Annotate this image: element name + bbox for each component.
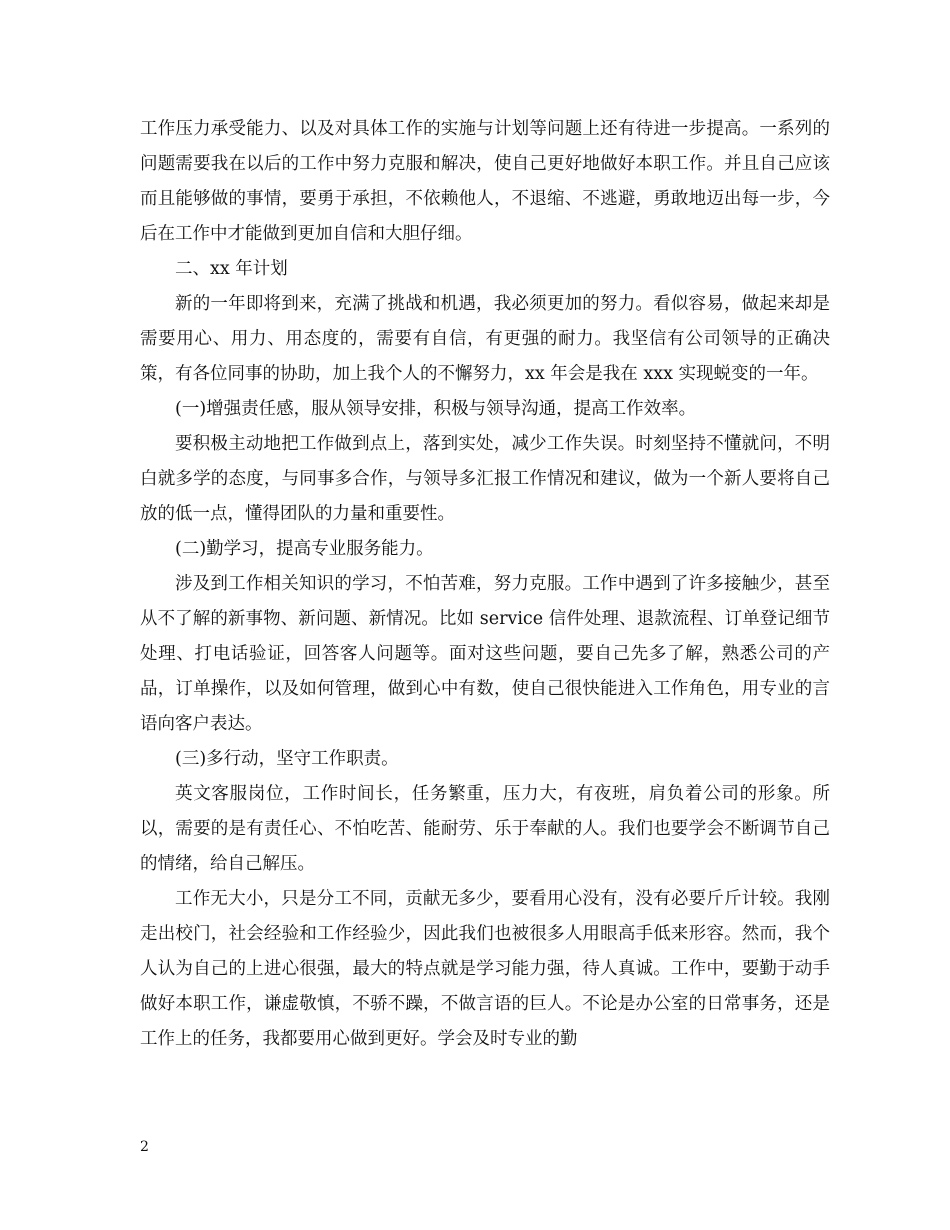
paragraph-7: 涉及到工作相关知识的学习，不怕苦难，努力克服。工作中遇到了许多接触少，甚至从不了解的新事物、新问题、新情况。比如 service 信件处理、退款流程、订单登记细节处理、打电话验证，回答客人问题等。面对这些问题，要自己先多了解，熟悉公司的产品，订单操作，以及如何管理，做到心中有数，使自己很快能进入工作角色，用专业的言语向客户表达。 [140, 574, 830, 734]
subheading-4: (一)增强责任感，服从领导安排，积极与领导沟通，提高工作效率。 [175, 399, 697, 419]
paragraph-1: 工作压力承受能力、以及对具体工作的实施与计划等问题上还有待进一步提高。一系列的问题需要我在以后的工作中努力克服和解决，使自己更好地做好本职工作。并且自己应该而且能够做的事情，要勇于承担，不依赖他人，不退缩、不逃避，勇敢地迈出每一步，今后在工作中才能做到更加自信和大胆仔细。 [140, 119, 830, 244]
paragraph-3: 新的一年即将到来，充满了挑战和机遇，我必须更加的努力。看似容易，做起来却是需要用心、用力、用态度的，需要有自信，有更强的耐力。我坚信有公司领导的正确决策，有各位同事的协助，加上我个人的不懈努力，xx 年会是我在 xxx 实现蜕变的一年。 [140, 294, 830, 384]
subheading-8: (三)多行动，坚守工作职责。 [175, 749, 399, 769]
subheading-6: (二)勤学习，提高专业服务能力。 [175, 539, 434, 559]
page-number: 2 [140, 1139, 149, 1155]
paragraph-9: 英文客服岗位，工作时间长，任务繁重，压力大，有夜班，肩负着公司的形象。所以，需要的是有责任心、不怕吃苦、能耐劳、乐于奉献的人。我们也要学会不断调节自己的情绪，给自己解压。 [140, 784, 830, 874]
paragraph-10: 工作无大小，只是分工不同，贡献无多少，要看用心没有，没有必要斤斤计较。我刚走出校门，社会经验和工作经验少，因此我们也被很多人用眼高手低来形容。然而，我个人认为自己的上进心很强，最大的特点就是学习能力强，待人真诚。工作中，要勤于动手做好本职工作，谦虚敬慎，不骄不躁，不做言语的巨人。不论是办公室的日常事务，还是工作上的任务，我都要用心做到更好。学会及时专业的勤 [140, 889, 830, 1049]
paragraph-5: 要积极主动地把工作做到点上，落到实处，减少工作失误。时刻坚持不懂就问，不明白就多学的态度，与同事多合作，与领导多汇报工作情况和建议，做为一个新人要将自己放的低一点，懂得团队的力量和重要性。 [140, 434, 830, 524]
document-body [140, 112, 830, 1057]
section-heading-2: 二、xx 年计划 [175, 259, 288, 279]
